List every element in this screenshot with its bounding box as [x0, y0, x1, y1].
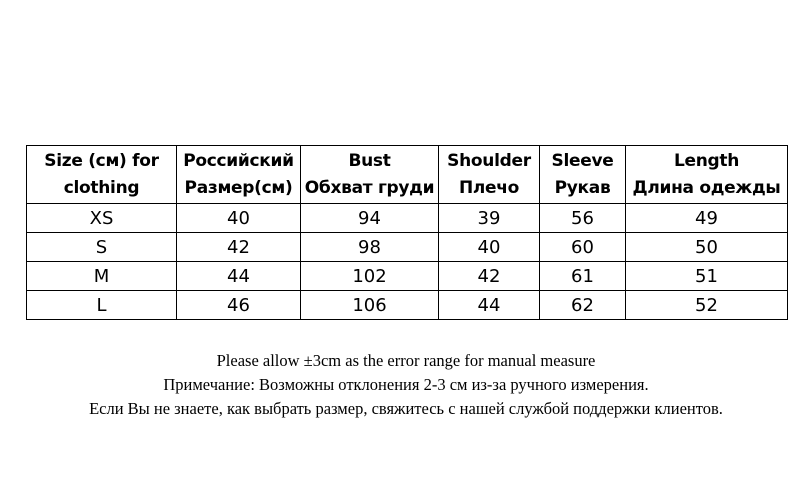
note-russian-deviation: Примечание: Возможны отклонения 2-3 см из-за ручного измерения.: [163, 375, 649, 394]
cell-shoulder: 44: [439, 291, 540, 320]
header-sleeve-line1: Sleeve: [551, 150, 614, 171]
cell-shoulder: 39: [439, 204, 540, 233]
table-row: [27, 233, 788, 262]
cell-bust: 98: [301, 233, 439, 262]
cell-russian-size: 44: [177, 262, 301, 291]
cell-shoulder: 40: [439, 233, 540, 262]
header-size: [27, 146, 177, 204]
header-size-line2: clothing: [63, 177, 140, 198]
header-length-line1: Length: [673, 150, 740, 171]
header-russian-size-line1: Российский: [183, 150, 294, 171]
cell-length: 51: [626, 262, 788, 291]
cell-size: XS: [27, 204, 177, 233]
header-bust-line1: Bust: [348, 150, 391, 171]
header-length: [626, 146, 788, 204]
header-length-line2: Длина одежды: [632, 177, 781, 198]
measurement-notes: [0, 349, 812, 421]
cell-size: S: [27, 233, 177, 262]
header-sleeve-line2: Рукав: [554, 177, 611, 198]
header-bust: [301, 146, 439, 204]
header-russian-size: [177, 146, 301, 204]
note-contact-support: Если Вы не знаете, как выбрать размер, свяжитесь с нашей службой поддержки клиентов.: [89, 399, 723, 418]
size-chart-table: [26, 145, 788, 320]
cell-bust: 102: [301, 262, 439, 291]
header-shoulder-line2: Плечо: [458, 177, 520, 198]
cell-sleeve: 61: [540, 262, 626, 291]
header-bust-line2: Обхват груди: [304, 177, 435, 198]
cell-size: M: [27, 262, 177, 291]
header-russian-size-line2: Размер(см): [184, 177, 293, 198]
table-row: [27, 262, 788, 291]
note-error-range: Please allow ±3cm as the error range for manual measure: [216, 351, 596, 370]
header-shoulder-line1: Shoulder: [447, 150, 531, 171]
cell-sleeve: 62: [540, 291, 626, 320]
table-row: [27, 204, 788, 233]
cell-sleeve: 56: [540, 204, 626, 233]
header-shoulder: [439, 146, 540, 204]
cell-bust: 94: [301, 204, 439, 233]
cell-length: 50: [626, 233, 788, 262]
cell-sleeve: 60: [540, 233, 626, 262]
cell-length: 49: [626, 204, 788, 233]
cell-length: 52: [626, 291, 788, 320]
cell-size: L: [27, 291, 177, 320]
cell-shoulder: 42: [439, 262, 540, 291]
cell-russian-size: 40: [177, 204, 301, 233]
table-row: [27, 291, 788, 320]
cell-russian-size: 42: [177, 233, 301, 262]
header-size-line1: Size (см) for: [44, 150, 159, 171]
table-header-row: [27, 146, 788, 204]
header-sleeve: [540, 146, 626, 204]
cell-russian-size: 46: [177, 291, 301, 320]
cell-bust: 106: [301, 291, 439, 320]
